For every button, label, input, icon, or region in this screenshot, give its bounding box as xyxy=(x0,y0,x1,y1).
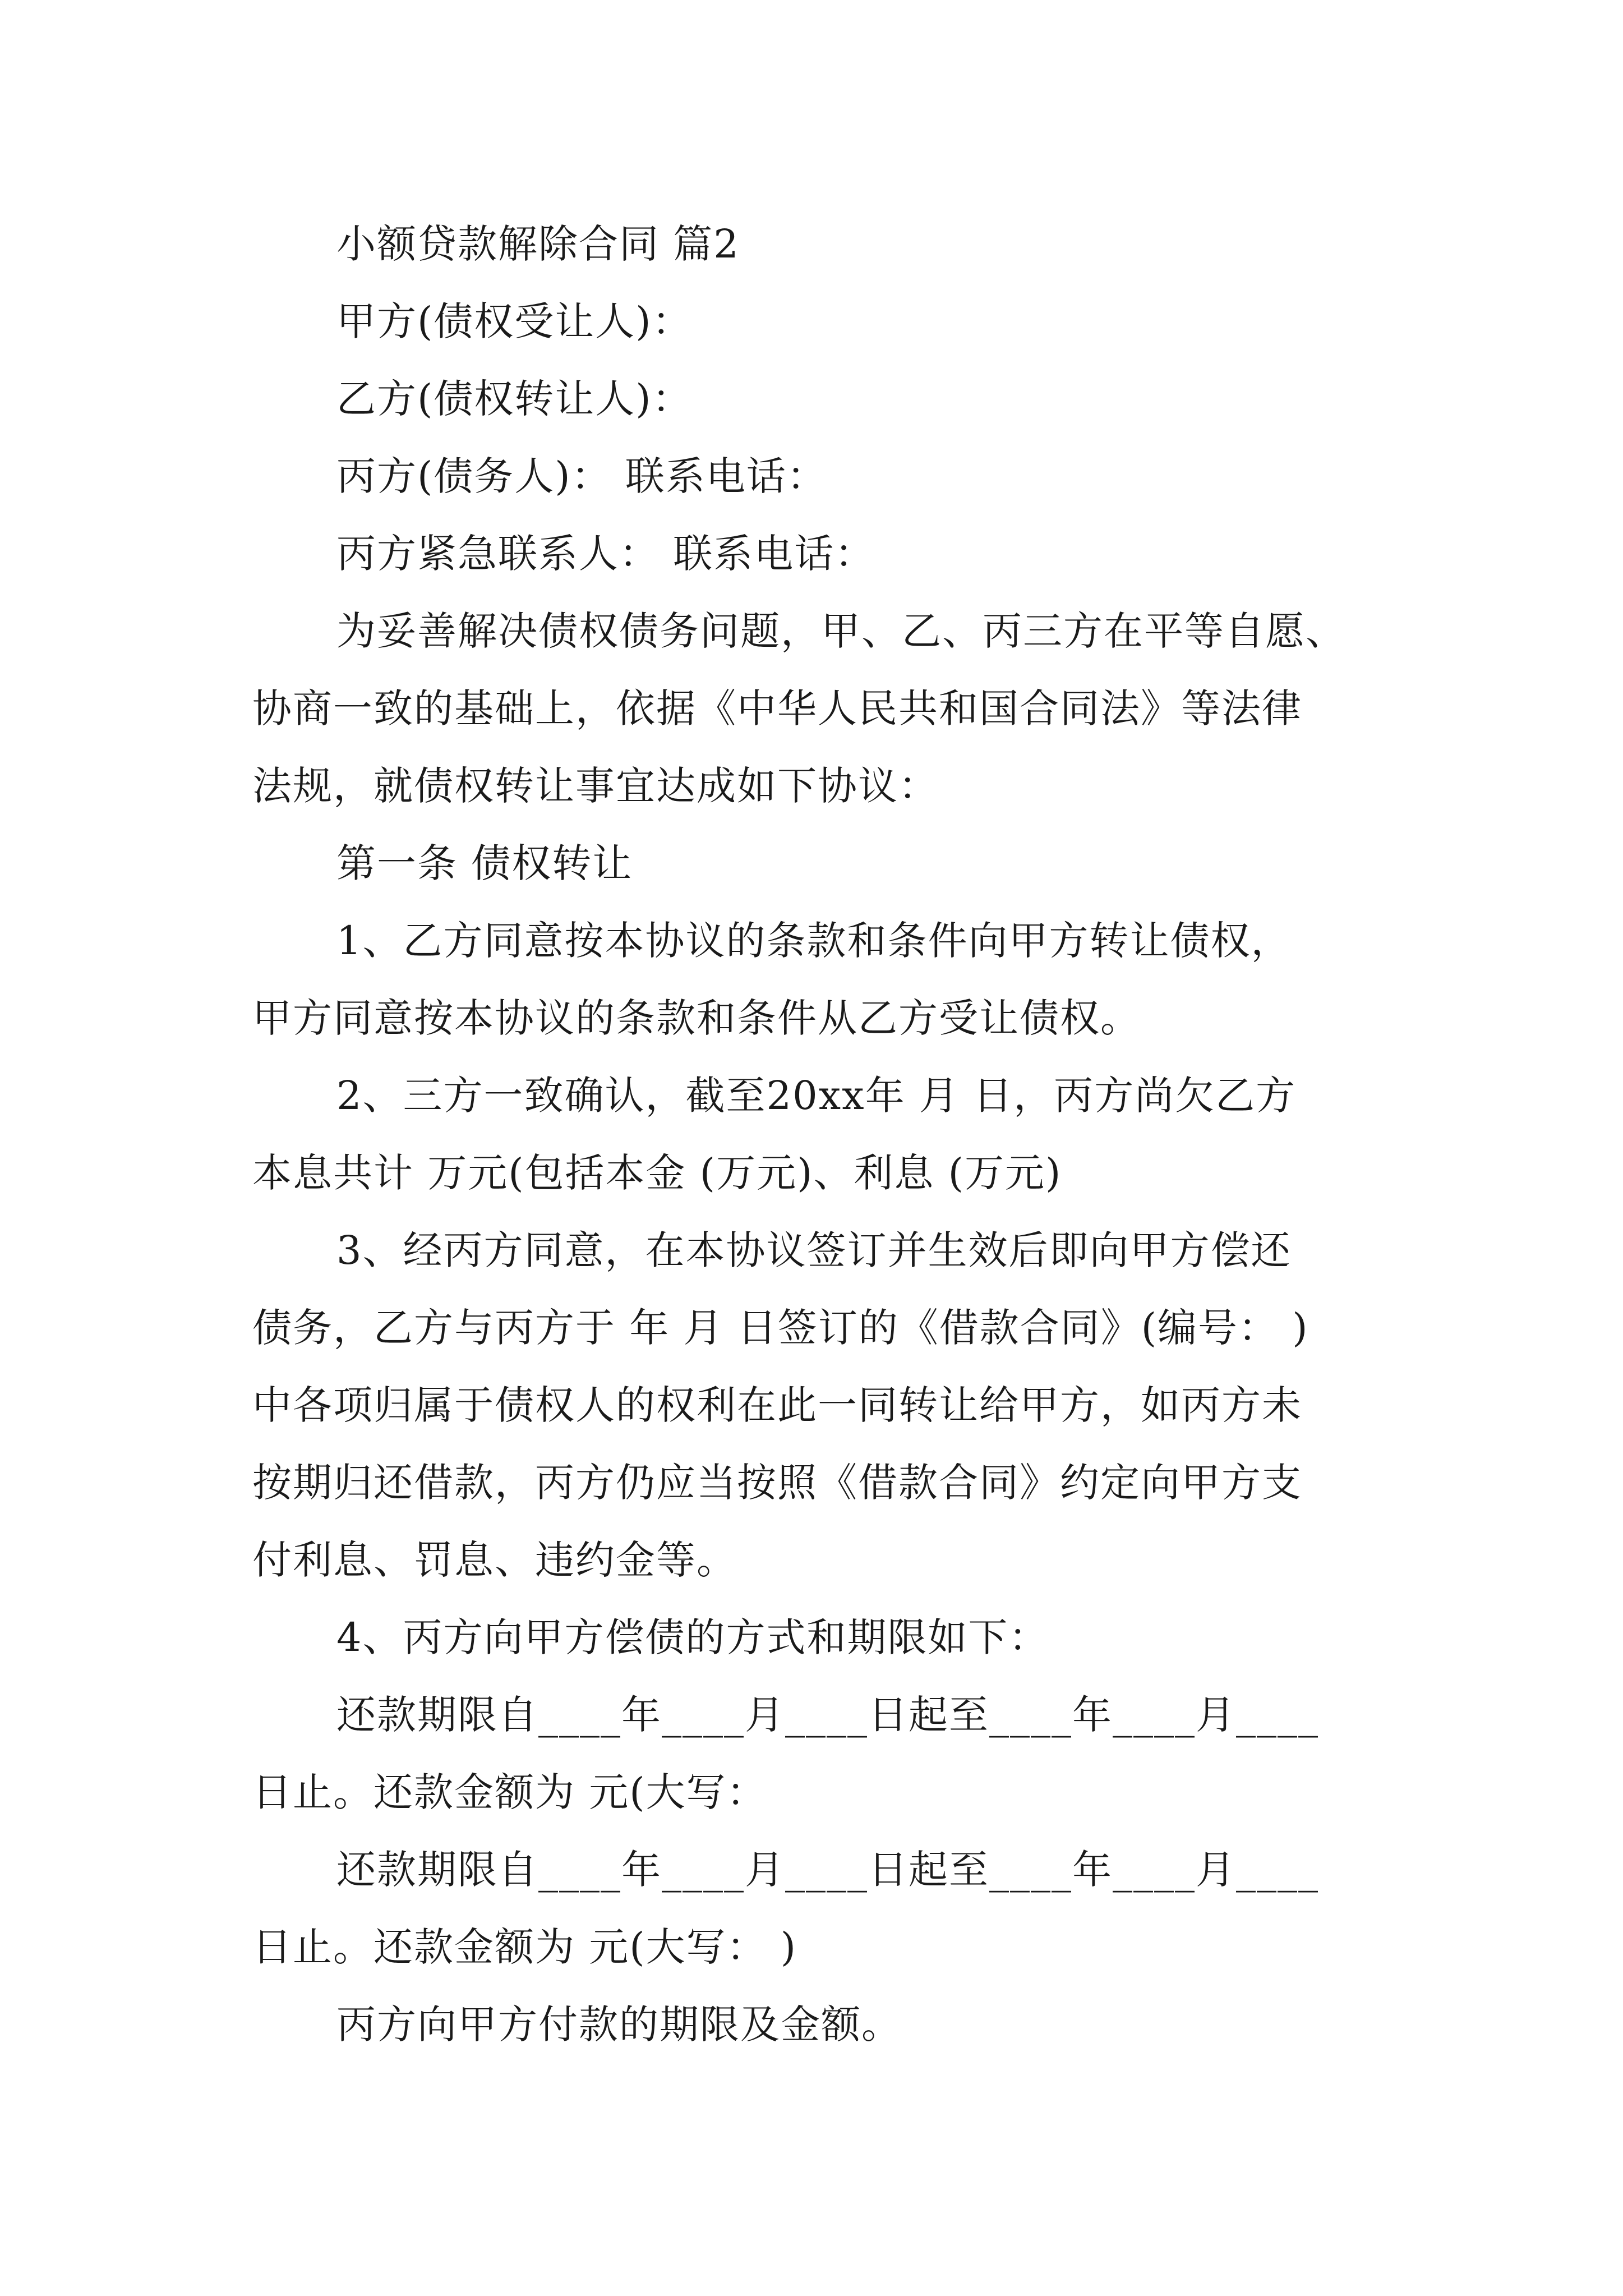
paragraph-line: 债务，乙方与丙方于 年 月 日签订的《借款合同》(编号： ) xyxy=(252,1305,1309,1351)
party-c-line: 丙方(债务人)： 联系电话： xyxy=(336,453,827,499)
repayment-amount-line: 日止。还款金额为 元(大写： ) xyxy=(252,1924,797,1970)
emergency-contact-line: 丙方紧急联系人： 联系电话： xyxy=(336,531,875,577)
repayment-term-line: 还款期限自____年____月____日起至____年____月____ xyxy=(336,1847,1319,1893)
paragraph-line: 1、乙方同意按本协议的条款和条件向甲方转让债权， xyxy=(336,918,1292,964)
paragraph-line: 中各项归属于债权人的权利在此一同转让给甲方，如丙方未 xyxy=(252,1382,1302,1428)
repayment-term-line: 还款期限自____年____月____日起至____年____月____ xyxy=(336,1692,1319,1738)
paragraph-line: 按期归还借款，丙方仍应当按照《借款合同》约定向甲方支 xyxy=(252,1460,1302,1506)
paragraph-line: 丙方向甲方付款的期限及金额。 xyxy=(336,2001,902,2047)
party-b-line: 乙方(债权转让人)： xyxy=(336,376,693,422)
paragraph-line: 付利息、罚息、违约金等。 xyxy=(252,1537,737,1583)
section-title: 小额贷款解除合同 篇2 xyxy=(336,221,740,267)
paragraph-line: 甲方同意按本协议的条款和条件从乙方受让债权。 xyxy=(252,995,1141,1041)
article-heading: 第一条 债权转让 xyxy=(336,840,633,886)
paragraph-line: 为妥善解决债权债务问题，甲、乙、丙三方在平等自愿、 xyxy=(336,608,1346,654)
party-a-line: 甲方(债权受让人)： xyxy=(336,298,693,344)
paragraph-line: 协商一致的基础上，依据《中华人民共和国合同法》等法律 xyxy=(252,685,1302,731)
paragraph-line: 法规，就债权转让事宜达成如下协议： xyxy=(252,763,939,809)
paragraph-line: 本息共计 万元(包括本金 (万元)、利息 (万元) xyxy=(252,1150,1062,1196)
paragraph-line: 3、经丙方同意，在本协议签订并生效后即向甲方偿还 xyxy=(336,1227,1292,1273)
repayment-amount-line: 日止。还款金额为 元(大写： xyxy=(252,1769,767,1815)
paragraph-line: 2、三方一致确认，截至20xx年 月 日，丙方尚欠乙方 xyxy=(336,1073,1297,1119)
paragraph-line: 4、丙方向甲方偿债的方式和期限如下： xyxy=(336,1614,1049,1660)
